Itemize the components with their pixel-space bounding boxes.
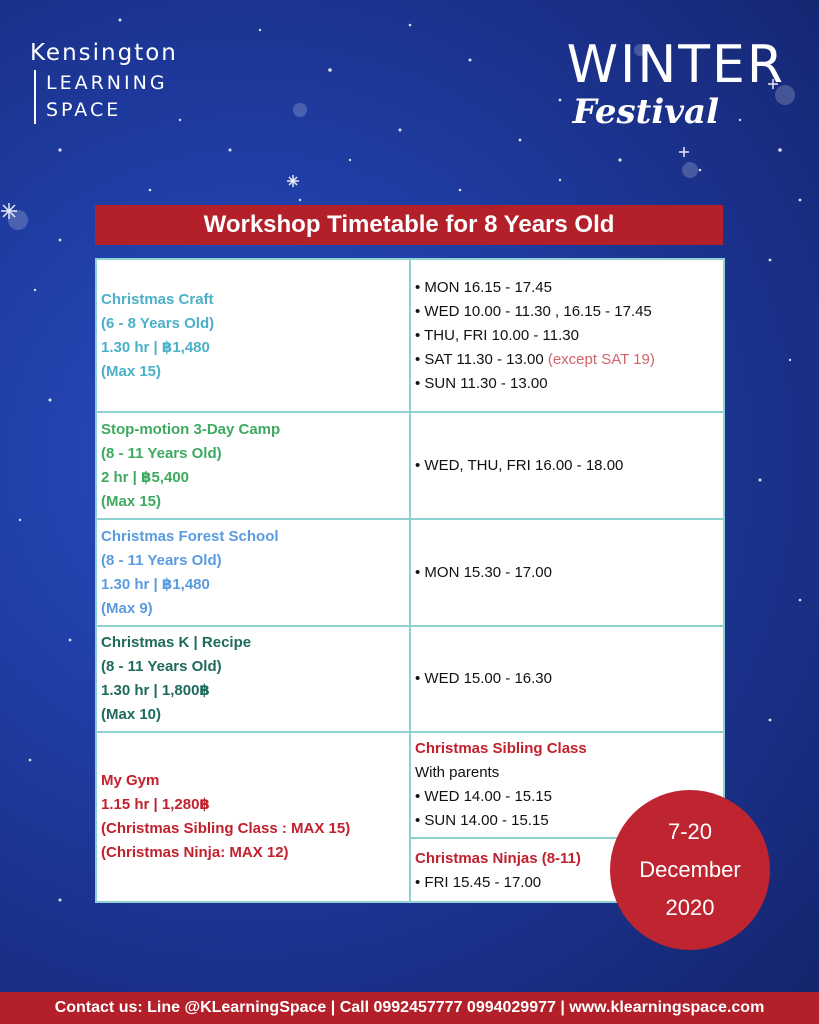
exception-note: (except SAT 19) — [547, 350, 655, 368]
festival-title: WINTER — [566, 35, 785, 95]
workshop-name: Stop-motion 3-Day Camp — [101, 420, 281, 438]
timetable-title: Workshop Timetable for 8 Years Old — [95, 205, 723, 245]
time-slot: • WED 14.00 - 15.15 — [415, 788, 552, 805]
workshop-name: My Gym — [101, 772, 160, 789]
time-slot: • FRI 15.45 - 17.00 — [415, 874, 542, 891]
time-slot: • WED 15.00 - 16.30 — [415, 670, 552, 687]
workshop-age: (8 - 11 Years Old) — [101, 444, 222, 462]
time-slot: • MON 15.30 - 17.00 — [415, 563, 552, 581]
table-row — [96, 626, 724, 732]
workshop-times — [410, 259, 724, 412]
workshop-price: 1.30 hr | ฿1,480 — [101, 338, 210, 356]
workshop-age: (8 - 11 Years Old) — [101, 551, 222, 569]
contact-footer: Contact us: Line @KLearningSpace | Call 0992457777 0994029977 | www.klearningspace.com — [0, 992, 819, 1024]
table-row — [96, 259, 724, 412]
workshop-age: (8 - 11 Years Old) — [101, 658, 222, 675]
brand-name: Kensington — [30, 40, 178, 66]
workshop-name: Christmas K | Recipe — [101, 634, 252, 651]
table-row — [96, 519, 724, 626]
ninja-class-title: Christmas Ninjas (8-11) — [415, 850, 581, 867]
workshop-max: (Christmas Sibling Class : MAX 15) — [101, 820, 351, 837]
timetable — [95, 258, 725, 903]
time-slot: • SAT 11.30 - 13.00 (except SAT 19) — [415, 350, 655, 368]
brand-logo — [30, 40, 178, 124]
workshop-times — [410, 519, 724, 626]
workshop-age: (6 - 8 Years Old) — [101, 314, 215, 332]
workshop-times — [410, 626, 724, 732]
workshop-max: (Max 15) — [101, 492, 162, 510]
date-month: December — [639, 857, 741, 882]
workshop-max: (Max 9) — [101, 599, 153, 617]
time-slot: • WED 10.00 - 11.30 , 16.15 - 17.45 — [415, 302, 652, 320]
time-slot: • WED, THU, FRI 16.00 - 18.00 — [415, 456, 624, 474]
time-slot: • SUN 14.00 - 15.15 — [415, 812, 549, 829]
workshop-max: (Max 15) — [101, 362, 162, 380]
workshop-info — [96, 412, 410, 519]
workshop-price: 1.15 hr | 1,280฿ — [101, 796, 210, 813]
workshop-price: 1.30 hr | 1,800฿ — [101, 682, 210, 699]
time-slot: • SUN 11.30 - 13.00 — [415, 374, 548, 392]
workshop-name: Christmas Forest School — [101, 527, 279, 545]
workshop-price: 2 hr | ฿5,400 — [101, 468, 190, 486]
workshop-info — [96, 519, 410, 626]
date-range: 7-20 — [667, 819, 713, 844]
workshop-times — [410, 412, 724, 519]
workshop-name: Christmas Craft — [101, 290, 214, 308]
table-row — [96, 412, 724, 519]
time-slot: • MON 16.15 - 17.45 — [415, 278, 552, 296]
workshop-max: (Christmas Ninja: MAX 12) — [101, 844, 289, 861]
workshop-info — [96, 259, 410, 412]
date-year: 2020 — [665, 895, 715, 920]
workshop-info — [96, 732, 410, 902]
brand-line3: SPACE — [46, 99, 122, 121]
workshop-max: (Max 10) — [101, 706, 162, 723]
winter-festival-logo — [525, 35, 785, 132]
time-slot: • THU, FRI 10.00 - 11.30 — [415, 326, 579, 344]
sibling-class-title: Christmas Sibling Class — [415, 740, 587, 757]
date-badge — [610, 790, 770, 950]
workshop-info — [96, 626, 410, 732]
festival-subtitle: Festival — [572, 92, 719, 132]
brand-line2: LEARNING — [46, 72, 168, 94]
workshop-price: 1.30 hr | ฿1,480 — [101, 575, 210, 593]
sibling-class-note: With parents — [415, 764, 500, 781]
